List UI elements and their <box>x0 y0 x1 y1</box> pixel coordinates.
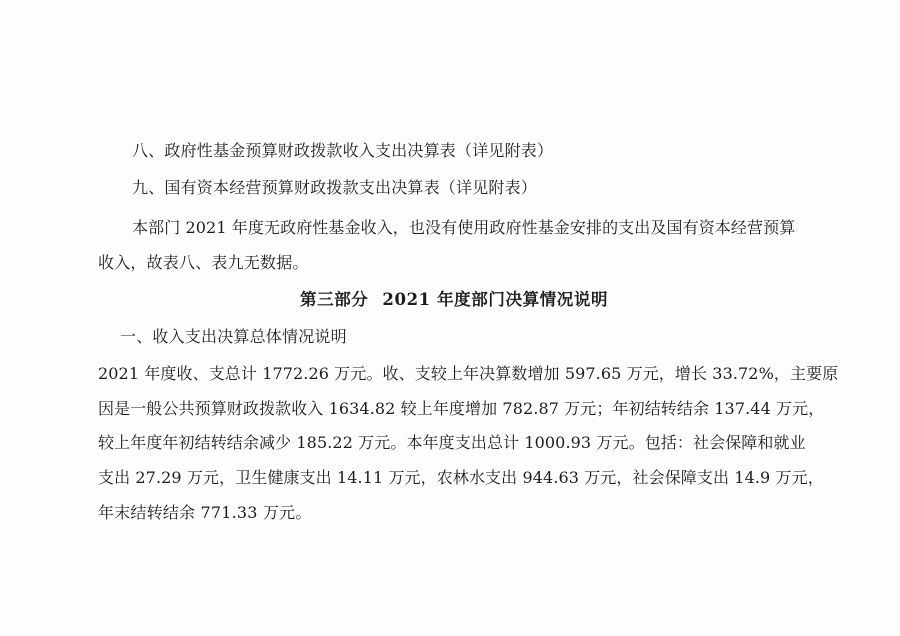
summary-paragraph-line: 2021 年度收、支总计 1772.26 万元。收、支较上年决算数增加 597.65 万元，增长 33.72%，主要原 <box>98 364 839 383</box>
summary-paragraph-line: 年末结转结余 771.33 万元。 <box>98 503 312 522</box>
note-paragraph-line-1: 本部门 2021 年度无政府性基金收入，也没有使用政府性基金安排的支出及国有资本经营预算 <box>132 218 796 237</box>
summary-paragraph-line: 较上年度年初结转结余减少 185.22 万元。本年度支出总计 1000.93 万元。包括：社会保障和就业 <box>98 433 806 452</box>
section-part-label: 第三部分 <box>300 290 369 309</box>
summary-paragraph-line: 支出 27.29 万元，卫生健康支出 14.11 万元，农林水支出 944.63 万元，社会保障支出 14.9 万元， <box>98 468 824 487</box>
note-paragraph-line-2: 收入，故表八、表九无数据。 <box>98 253 309 272</box>
item-nine: 九、国有资本经营预算财政拨款支出决算表（详见附表） <box>132 178 538 197</box>
item-eight: 八、政府性基金预算财政拨款收入支出决算表（详见附表） <box>132 141 554 160</box>
section-heading <box>300 290 608 310</box>
section-title: 2021 年度部门决算情况说明 <box>382 290 609 309</box>
summary-paragraph-line: 因是一般公共预算财政拨款收入 1634.82 较上年度增加 782.87 万元；年初结转结余 137.44 万元， <box>98 399 825 418</box>
subheading: 一、收入支出决算总体情况说明 <box>120 327 347 346</box>
